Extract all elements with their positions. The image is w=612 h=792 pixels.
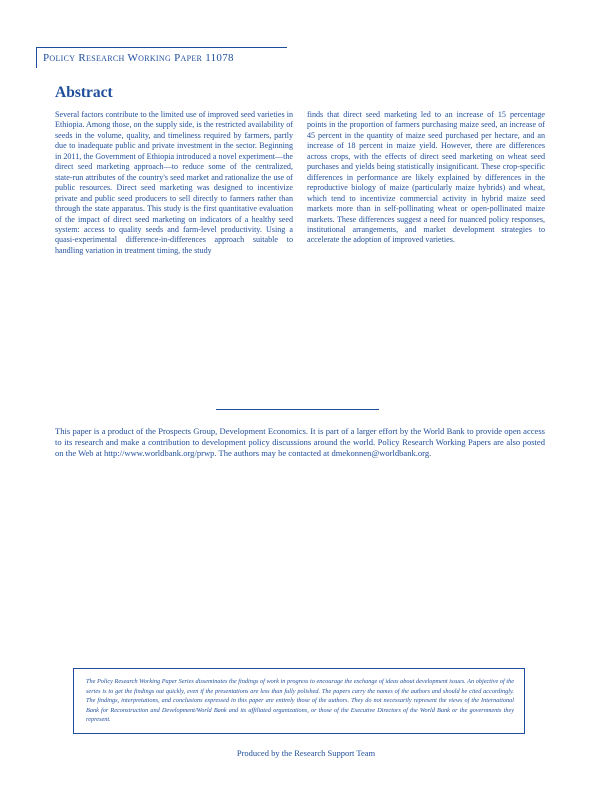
- disclaimer-box: [73, 668, 525, 734]
- abstract-heading: Abstract: [55, 84, 113, 101]
- series-header: [36, 47, 287, 68]
- abstract-left-column: Several factors contribute to the limited use of improved seed varieties in Ethiopia. Among those, on the supply side, is the restricted availability of seeds in the volume, quality, and timeliness required by farmers, partly due to inadequate public and private investment in the sector. Beginning in 2011, the Government of Ethiopia introduced a novel experiment—the direct seed marketing approach—to reduce some of the centralized, state-run attributes of the country's seed market and rationalize the use of public resources. Direct seed marketing was designed to incentivize private and public seed producers to sell directly to farmers rather than through the state apparatus. This study is the first quantitative evaluation of the impact of direct seed marketing on indicators of a healthy seed system: access to quality seeds and farm-level productivity. Using a quasi-experimental difference-in-differences approach suitable to handling variation in treatment timing, the study: [55, 110, 293, 255]
- paper-info-note: This paper is a product of the Prospects Group, Development Economics. It is part of a larger effort by the World Bank to provide open access to its research and make a contribution to development policy discussions around the world. Policy Research Working Papers are also posted on the Web at http://www.worldbank.org/prwp. The authors may be contacted at dmekonnen@worldbank.org.: [55, 426, 545, 459]
- disclaimer-text: The Policy Research Working Paper Series disseminates the findings of work in progress to encourage the exchange of ideas about development issues. An objective of the series is to get the findings out quickly, even if the presentations are less than fully polished. The papers carry the names of the authors and should be cited accordingly. The findings, interpretations, and conclusions expressed in this paper are entirely those of the authors. They do not necessarily represent the views of the International Bank for Reconstruction and Development/World Bank and its affiliated organizations, or those of the Executive Directors of the World Bank or the governments they represent.: [86, 678, 514, 724]
- footer-credit: Produced by the Research Support Team: [236, 748, 376, 758]
- abstract-right-column: finds that direct seed marketing led to an increase of 15 percentage points in the proportion of farmers purchasing maize seed, an increase of 45 percent in the quantity of maize seed purchased per hectare, and an increase of 18 percent in maize yield. However, there are differences across crops, with the effects of direct seed marketing on wheat seed purchases and yields being statistically insignificant. These crop-specific differences in performance are likely explained by differences in the reproductive biology of maize (particularly maize hybrids) and wheat, which tend to incentivize commercial activity in hybrid maize seed markets more than in self-pollinating wheat or open-pollinated maize markets. These differences suggest a need for nuanced policy responses, institutional arrangements, and market development strategies to accelerate the adoption of improved varieties.: [307, 110, 545, 245]
- section-divider: [216, 409, 379, 410]
- series-title: Policy Research Working Paper 11078: [43, 52, 234, 64]
